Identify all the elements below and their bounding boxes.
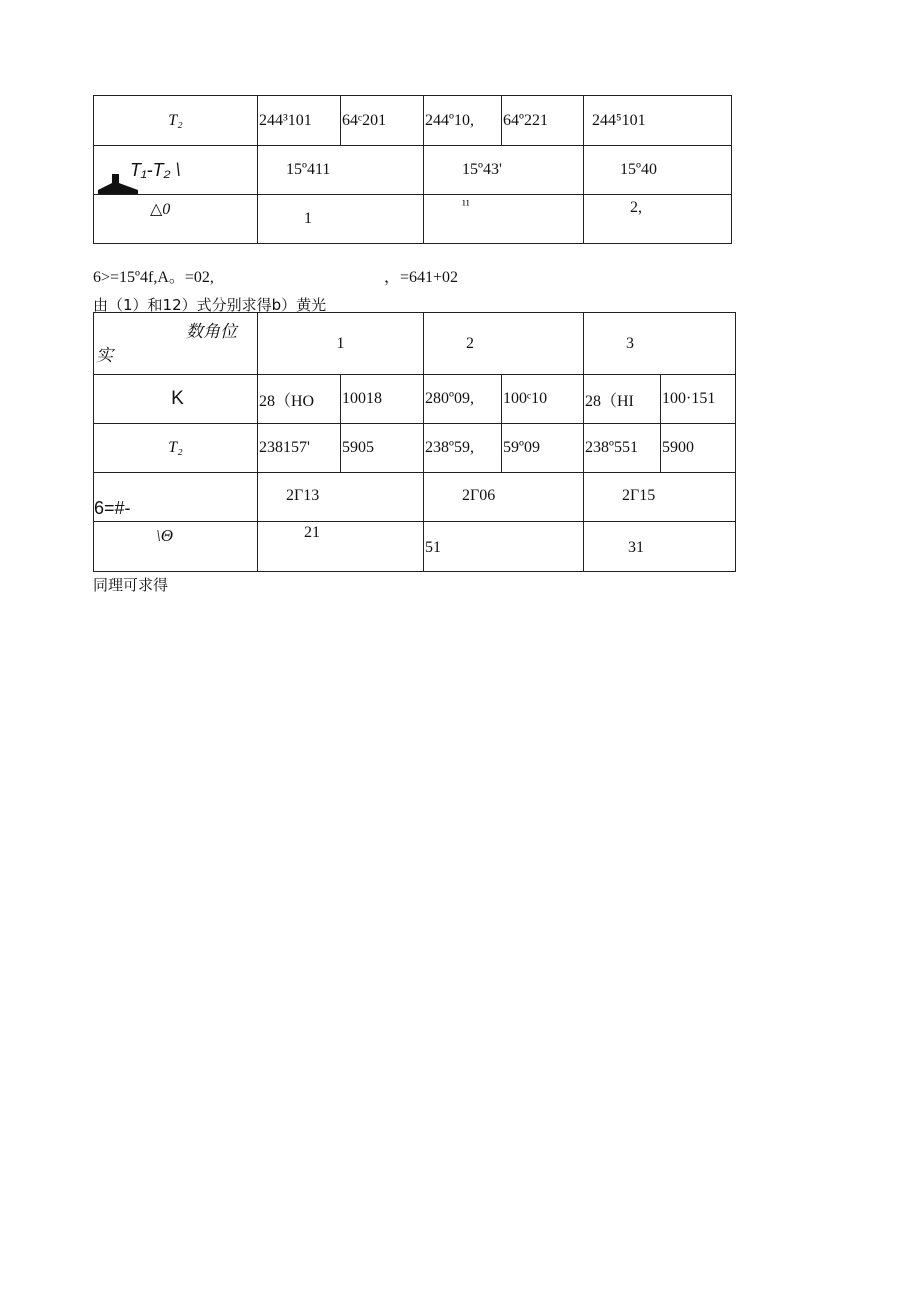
- table-row: [94, 473, 736, 522]
- pointer-mark-icon: [98, 170, 138, 194]
- header-label-bottom: 实: [96, 346, 113, 366]
- table-cell: 51: [424, 522, 584, 572]
- table-cell: 28（HO: [258, 375, 341, 424]
- table-cell: 5900: [661, 424, 736, 473]
- table-cell: 2Γ15: [584, 473, 736, 522]
- table-cell: 10018: [341, 375, 424, 424]
- table-row: [94, 195, 732, 244]
- column-header: 1: [258, 313, 424, 375]
- table-cell: 100·151: [661, 375, 736, 424]
- formula-line: 6>=15º4f,A。=02,: [93, 269, 214, 286]
- table-cell: 1: [258, 195, 424, 244]
- table-cell: 15º43': [424, 146, 584, 195]
- table-cell: 21: [258, 522, 424, 572]
- table-cell: 2,: [584, 195, 732, 244]
- table-row: [94, 96, 732, 146]
- column-header: 3: [584, 313, 736, 375]
- table-cell: 28（HI: [584, 375, 661, 424]
- table-cell: 2Γ06: [424, 473, 584, 522]
- header-label: [94, 313, 258, 375]
- table-1: [93, 95, 732, 244]
- table-header-row: [94, 313, 736, 375]
- row-label: T₁-T₂ \: [94, 146, 258, 195]
- section-heading: 由（1）和12）式分别求得b）黄光: [93, 296, 327, 314]
- row-label: T₂: [94, 96, 258, 146]
- row-label: K: [94, 375, 258, 424]
- table-cell: 59º09: [502, 424, 584, 473]
- table-cell: 244⁵101: [584, 96, 732, 146]
- table-cell: 244³101: [258, 96, 341, 146]
- table-cell: 280º09,: [424, 375, 502, 424]
- table-cell: 15º411: [258, 146, 424, 195]
- table-row: [94, 522, 736, 572]
- table-cell: 238º551: [584, 424, 661, 473]
- formula-line-right: ，=641+02: [384, 269, 459, 286]
- table-cell: 100ᶜ10: [502, 375, 584, 424]
- table-cell: 238º59,: [424, 424, 502, 473]
- row-label: \Θ: [94, 522, 258, 572]
- table-row: [94, 146, 732, 195]
- table-cell: 64ᶜ201: [341, 96, 424, 146]
- table-cell: 5905: [341, 424, 424, 473]
- header-label-top: 数角位: [186, 322, 237, 342]
- table-cell: 238157': [258, 424, 341, 473]
- row-label: 6=#-: [94, 473, 258, 522]
- table-cell: ¹¹: [424, 195, 584, 244]
- table-cell: 64º221: [502, 96, 584, 146]
- row-label: △0: [94, 195, 258, 244]
- table-2: [93, 312, 736, 572]
- table-cell: 2Γ13: [258, 473, 424, 522]
- table-row: [94, 424, 736, 473]
- table-cell: 31: [584, 522, 736, 572]
- table-cell: 15º40: [584, 146, 732, 195]
- table-cell: 244º10,: [424, 96, 502, 146]
- table-row: [94, 375, 736, 424]
- row-label: T₂: [94, 424, 258, 473]
- column-header: 2: [424, 313, 584, 375]
- footer-text: 同理可求得: [93, 576, 169, 594]
